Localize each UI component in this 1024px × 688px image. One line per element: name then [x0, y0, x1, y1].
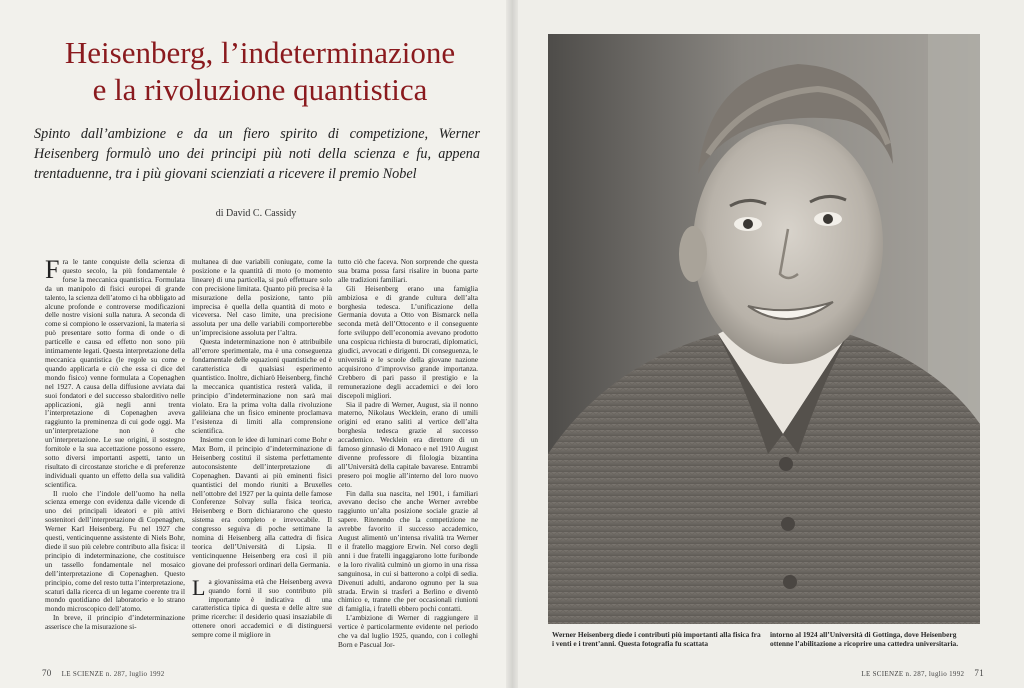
portrait-image — [548, 34, 980, 624]
article-title — [30, 34, 490, 108]
drop-cap: L — [192, 574, 206, 600]
paragraph: Sia il padre di Werner, August, sia il nonno materno, Nikolaus Wecklein, erano di umili origini ed erano saliti al vertice dell’alta borghesia tedesca grazie al successo accademico. Wecklein era direttore di un famoso ginnasio di Monaco e nel 1910 August divenne professore di filologia bizantina all’Università della capitale bavarese. Entrambi presero poi moglie all’interno del loro nuovo ceto. — [338, 399, 478, 489]
paragraph-text: ra le tante conquiste della scienza di questo secolo, la più fondamentale è forse la meccanica quantistica. Formulata da un manipolo di fisici europei di grande talento, la scienza dell’atomo ci ha obbligato ad alcune profonde e controverse modificazioni delle nostre visioni sulla natura. A seconda di come si compiono le osservazioni, la materia si può presentare sotto forma di onde o di particelle e causa ed effetto non sono più intimamente legati. Questa interpretazione della meccanica quantistica (le regole su come e quando applicarla e ciò che essa ci dice del mondo fisico) venne formulata a Copenaghen nel 1927. A causa della diffusione avviata dai suoi fondatori e del successo sbalorditivo nelle applicazioni, già negli anni trenta l’interpretazione di Copenaghen aveva raggiunto la preminenza di cui gode oggi. Ma un’interpretazione non è che un’interpretazione. Le sue origini, il sostegno fornitole e la sua accettazione possono essere, sotto diversi importanti aspetti, tanto un risultato di circostanze storiche e di preferenze individuali quanto un effetto della sua validità scientifica. — [45, 257, 186, 489]
title-line-2: e la rivoluzione quantistica — [92, 72, 428, 107]
page-gutter — [506, 0, 518, 688]
text-column-2 — [192, 258, 332, 640]
paragraph: Gli Heisenberg erano una famiglia ambiziosa e di grande cultura dell’alta borghesia tedesca. L’unificazione della Germania dovuta a Otto von Bismarck nella seconda metà dell’Ottocento e il conseguente forte sviluppo dell’economia avevano prodotto una cospicua richiesta di burocrati, diplomatici, giudici, avvocati e dirigenti. Di conseguenza, le università e le scuole della giovane nazione acquisirono d’improvviso grande importanza. Crebbero di pari passo il prestigio e la remunerazione degli accademici e dei loro discepoli migliori. — [338, 283, 478, 400]
folio-right — [861, 668, 984, 678]
folio-right-text: LE SCIENZE n. 287, luglio 1992 — [861, 670, 965, 678]
text-column-3 — [338, 258, 478, 650]
paragraph — [192, 574, 332, 640]
paragraph: Questa indeterminazione non è attribuibile all’errore sperimentale, ma è una conseguenza fondamentale delle equazioni quantistiche ed è caratteristica di qualsiasi esperimento quantistico. Inoltre, dichiarò Heisenberg, finché la meccanica quantistica resterà valida, il principio d’indeterminazione non sarà mai violato. Era la prima volta dalla rivoluzione galileiana che un fisico eminente proclamava l’esistenza di limiti alla comprensione scientifica. — [192, 337, 332, 436]
paragraph-text: a giovanissima età che Heisenberg aveva quando fornì il suo contributo più importante è indicativa di una caratteristica tipica di questa e delle altre sue prime ricerche: il desiderio quasi insaziabile di ottenere onori accademici e di distinguersi sempre come il migliore in — [192, 576, 332, 640]
photo-caption-part-2: intorno al 1924 all’Università di Gottinga, dove Heisenberg ottenne l’abilitazione a ricoprire una cattedra universitaria. — [770, 630, 959, 649]
paragraph: tutto ciò che faceva. Non sorprende che questa sua brama possa farsi risalire in buona parte alle tradizioni familiari. — [338, 257, 478, 284]
folio-left-text: LE SCIENZE n. 287, luglio 1992 — [61, 670, 165, 678]
paragraph — [45, 255, 186, 490]
drop-cap: F — [45, 255, 60, 284]
page-number-right: 71 — [974, 668, 984, 678]
paragraph: L’ambizione di Werner di raggiungere il vertice è particolarmente evidente nel periodo che va dal luglio 1925, quando, con i colleghi Born e Pascual Jor- — [338, 613, 478, 649]
paragraph: Fin dalla sua nascita, nel 1901, i familiari avevano deciso che anche Werner avrebbe raggiunto un’alta posizione sociale grazie al sapere. Ritenendo che la competizione ne avrebbe favorito il successo accademico, August alimentò un’intensa rivalità tra Werner e il fratello maggiore Erwin. Nel corso degli anni i due fratelli ingaggiarono lotte furibonde e la loro rivalità culminò un giorno in una rissa sanguinosa, in cui si batterono a colpi di sedia. Divenuti adulti, andarono ognuno per la sua strada. Erwin si trasferì a Berlino e diventò chimico e, tranne che per occasionali riunioni di famiglia, i fratelli ebbero pochi contatti. — [338, 488, 478, 614]
title-line-1: Heisenberg, l’indeterminazione — [64, 35, 456, 70]
photo-caption-part-1: Werner Heisenberg diede i contributi più importanti alla fisica fra i venti e i trent’anni. Questa fotografia fu scattata — [552, 630, 761, 649]
paragraph: Il ruolo che l’indole dell’uomo ha nella scienza emerge con evidenza dalle vicende di uno dei principali ideatori e più attivi sostenitori dell’interpretazione di Copenaghen, Werner Karl Heisenberg. Fu nel 1927 che questi, venticinquenne assistente di Niels Bohr, diede il suo più celebre contributo alla fisica: il principio di indeterminazione, che costituisce un tassello fondamentale nel mosaico dell’interpretazione di Copenaghen. Questo principio, come del resto tutta l’interpretazione, scaturì dalla ricerca di un legame coerente tra il mondo quotidiano del laboratorio e lo strano mondo microscopico dell’atomo. — [45, 488, 185, 614]
page-number-left: 70 — [42, 668, 52, 678]
article-lede: Spinto dall’ambizione e da un fiero spirito di competizione, Werner Heisenberg formulò uno dei principi più noti della scienza e fu, appena trentaduenne, tra i più giovani scienziati a ricevere il premio Nobel — [34, 126, 480, 182]
portrait-photo — [548, 34, 980, 624]
paragraph: multanea di due variabili coniugate, come la posizione e la quantità di moto (o momento lineare) di una particella, si può effettuare solo con precisione limitata. Quanto più precisa è la misurazione della posizione, tanto più imprecisa è quella della quantità di moto e viceversa. Nel caso limite, una precisione assoluta per una delle variabili comporterebbe un’imprecisione assoluta per l’altra. — [192, 257, 332, 338]
folio-left — [42, 668, 165, 678]
text-column-1 — [45, 255, 186, 632]
paragraph: In breve, il principio d’indeterminazione asserisce che la misurazione si- — [45, 613, 185, 632]
paragraph: Insieme con le idee di luminari come Bohr e Max Born, il principio d’indeterminazione di Heisenberg costituì il sistema perfettamente autoconsistente dell’interpretazione di Copenaghen. Davanti ai più eminenti fisici quantistici del mondo riuniti a Bruxelles nell’ottobre del 1927 per la quinta delle famose Conferenze Solvay sulla fisica teorica, Heisenberg e Born dichiararono che questo sistema era completo e irrevocabile. Il congresso seguiva di poche settimane la nomina di Heisenberg alla cattedra di fisica teorica dell’Università di Lipsia. Il venticinquenne Heisenberg era così il più giovane dei professori ordinari della Germania. — [192, 435, 332, 569]
byline: di David C. Cassidy — [215, 208, 297, 219]
